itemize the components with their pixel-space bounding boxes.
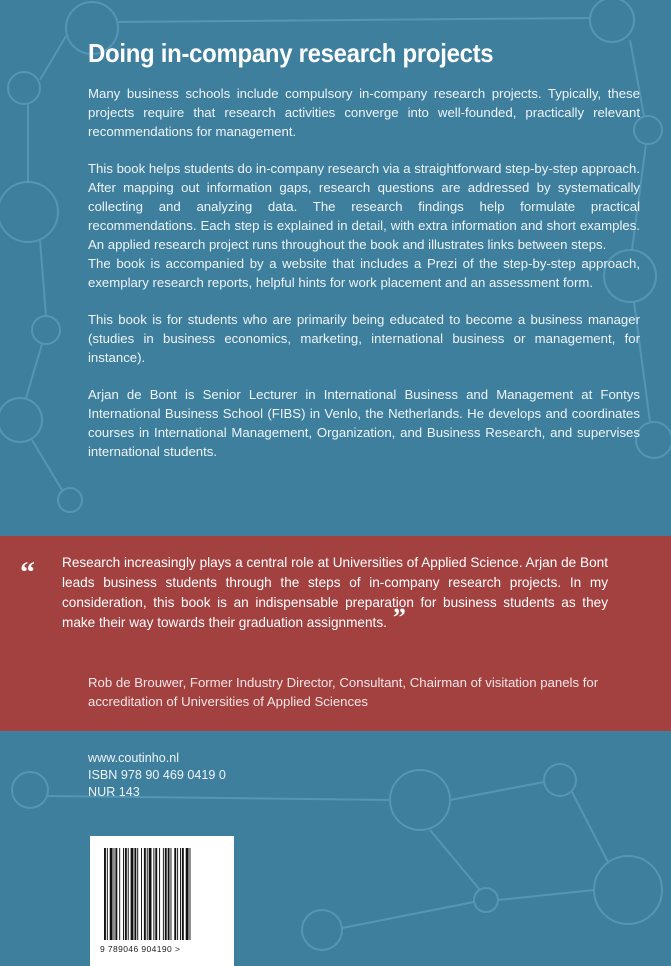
barcode-bar [168, 848, 170, 940]
barcode-bar [128, 848, 129, 940]
barcode-bar [131, 848, 134, 940]
paragraph-audience: This book is for students who are primarily being educated to become a business manager (studies in business economics, marketing, international business or management, for instance). [88, 312, 640, 365]
barcode-bar [155, 848, 157, 940]
barcode-bar [125, 848, 127, 940]
barcode-bar [153, 848, 154, 940]
barcode-bar [149, 848, 152, 940]
testimonial-quote [62, 553, 608, 633]
publisher-website: www.coutinho.nl [88, 751, 180, 765]
barcode-bar [182, 848, 184, 940]
barcode-bar [134, 848, 136, 940]
barcode-bar [165, 848, 167, 940]
barcode-bar [141, 848, 142, 940]
paragraph-website: The book is accompanied by a website that includes a Prezi of the step-by-step approach, exemplary research reports, helpful hints for work placement and an assessment form. [88, 256, 640, 290]
testimonial-quote-text: Research increasingly plays a central role at Universities of Applied Science. Arjan de Bont leads business students through the steps of in-company research projects. In my consideration, this book is an indispensable preparation for business students as they make their way towards their graduation assignments. [62, 555, 608, 630]
close-quote-mark: ” [392, 603, 406, 632]
paragraph-author: Arjan de Bont is Senior Lecturer in International Business and Management at Fontys International Business School (FIBS) in Venlo, the Netherlands. He develops and coordinates courses in International Management, Organization, and Business Research, and supervises international students. [88, 387, 640, 459]
isbn-number: ISBN 978 90 469 0419 0 [88, 768, 226, 782]
testimonial-attribution: Rob de Brouwer, Former Industry Director, Consultant, Chairman of visitation panels for accreditation of Universities of Applied Sciences [88, 675, 599, 709]
barcode-bar [186, 848, 189, 940]
barcode-bar [123, 848, 124, 940]
barcode [90, 836, 234, 966]
barcode-digits: 9 789046 904190 > [100, 944, 181, 954]
barcode-bar [180, 848, 181, 940]
barcode-bar [119, 848, 120, 940]
publisher-info [88, 750, 226, 801]
barcode-bar [190, 848, 191, 940]
nur-code: NUR 143 [88, 785, 140, 799]
barcode-bar [104, 848, 106, 940]
barcode-bar [171, 848, 172, 940]
barcode-bar [114, 848, 115, 940]
paragraph-approach: This book helps students do in-company research via a straightforward step-by-step approach. After mapping out information gaps, research questions are addressed by systematically collecting and analyzing data. The research findings help formulate practical recommendations. Each step is explained in detail, with extra information and short examples. An applied research project runs throughout the book and illustrates links between steps. [88, 161, 640, 252]
description-block [88, 84, 640, 461]
barcode-bar [115, 848, 117, 940]
barcode-bar [110, 848, 113, 940]
book-title: Doing in-company research projects [88, 38, 494, 68]
barcode-bar [144, 848, 146, 940]
barcode-bars [102, 848, 222, 942]
open-quote-mark: “ [20, 556, 35, 589]
barcode-bar [177, 848, 178, 940]
barcode-bar [174, 848, 176, 940]
barcode-bar [159, 848, 160, 940]
barcode-bar [107, 848, 108, 940]
barcode-bar [163, 848, 164, 940]
barcode-bar [147, 848, 148, 940]
paragraph-intro: Many business schools include compulsory in-company research projects. Typically, these projects require that research activities converge into well-founded, practically relevant recommendations for management. [88, 86, 640, 139]
barcode-bar [137, 848, 138, 940]
